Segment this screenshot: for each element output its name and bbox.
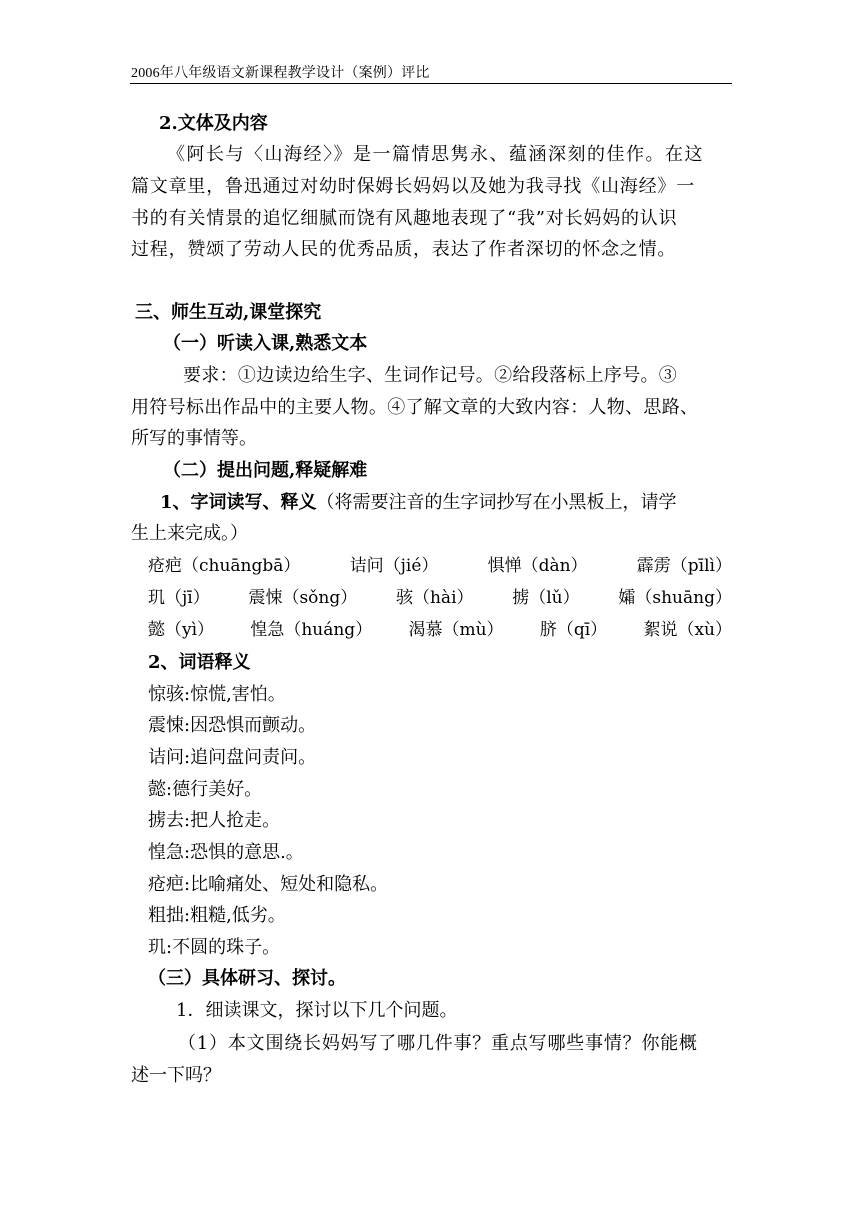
definition-line: 震悚:因恐惧而颤动。 [148, 715, 317, 736]
question-line: （1）本文围绕长妈妈写了哪几件事？重点写哪些事情？你能概 [178, 1033, 698, 1054]
definition-line: 粗拙:粗糙,低劣。 [148, 905, 286, 926]
subsection-heading-questions: （二）提出问题,释疑解难 [163, 460, 368, 481]
subsection-heading-study: （三）具体研习、探讨。 [148, 968, 346, 989]
section-heading-genre: 2.文体及内容 [159, 113, 268, 134]
pinyin-word: 震悚（sǒng） [248, 588, 358, 608]
vocab-item-line [160, 494, 677, 512]
pinyin-row [148, 622, 732, 639]
pinyin-word: 脐（qī） [539, 620, 608, 640]
definition-line: 惶急:恐惧的意思.。 [148, 842, 304, 863]
pinyin-word: 掳（lǔ） [512, 588, 580, 608]
vocab-item-cont: 生上来完成。） [131, 523, 248, 544]
definition-line: 掳去:把人抢走。 [148, 810, 281, 831]
pinyin-word: 玑（jī） [148, 588, 210, 608]
definition-line: 诘问:追问盘问责问。 [148, 747, 317, 768]
paragraph-line: 《阿长与〈山海经〉》是一篇情思隽永、蕴涵深刻的佳作。在这 [167, 144, 704, 165]
question-line: 述一下吗？ [131, 1065, 221, 1086]
definition-line: 疮疤:比喻痛处、短处和隐私。 [148, 874, 389, 895]
pinyin-word: 渴慕（mù） [408, 620, 504, 640]
pinyin-word: 惧惮（dàn） [487, 556, 588, 576]
page-header: 2006年八年级语文新课程教学设计（案例）评比 [131, 66, 430, 81]
requirement-line: 用符号标出作品中的主要人物。④了解文章的大致内容：人物、思路、 [131, 397, 699, 418]
definition-line: 玑:不圆的珠子。 [148, 937, 281, 958]
subsection-heading-listen: （一）听读入课,熟悉文本 [163, 333, 368, 354]
pinyin-row [148, 558, 732, 575]
vocab-item-label: 1、字词读写、释义 [160, 492, 317, 513]
paragraph-line: 过程，赞颂了劳动人民的优秀品质，表达了作者深切的怀念之情。 [131, 239, 677, 260]
pinyin-word: 惶急（huáng） [250, 620, 373, 640]
definition-line: 懿:德行美好。 [148, 779, 263, 800]
header-rule [130, 83, 732, 84]
pinyin-word: 骇（hài） [395, 588, 474, 608]
pinyin-word: 诘问（jié） [349, 556, 439, 576]
vocab-item-note: （将需要注音的生字词抄写在小黑板上，请学 [316, 492, 677, 513]
paragraph-line: 篇文章里，鲁迅通过对幼时保姆长妈妈以及她为我寻找《山海经》一 [131, 176, 695, 197]
study-item: 1．细读课文，探讨以下几个问题。 [176, 1000, 458, 1021]
pinyin-word: 霹雳（pīlì） [636, 556, 732, 576]
definition-line: 惊骇:惊慌,害怕。 [148, 684, 286, 705]
definitions-heading: 2、词语释义 [148, 652, 251, 673]
section-heading-interaction: 三、师生互动,课堂探究 [135, 302, 322, 323]
pinyin-word: 懿（yì） [148, 620, 215, 640]
requirement-line: 所写的事情等。 [131, 428, 257, 449]
pinyin-word: 疮疤（chuāngbā） [148, 556, 301, 576]
requirement-line: 要求：①边读边给生字、生词作记号。②给段落标上序号。③ [183, 365, 678, 386]
pinyin-word: 絮说（xù） [643, 620, 732, 640]
pinyin-row [148, 590, 732, 607]
pinyin-word: 孀（shuāng） [618, 588, 732, 608]
paragraph-line: 书的有关情景的追忆细腻而饶有风趣地表现了“我”对长妈妈的认识 [131, 208, 678, 229]
